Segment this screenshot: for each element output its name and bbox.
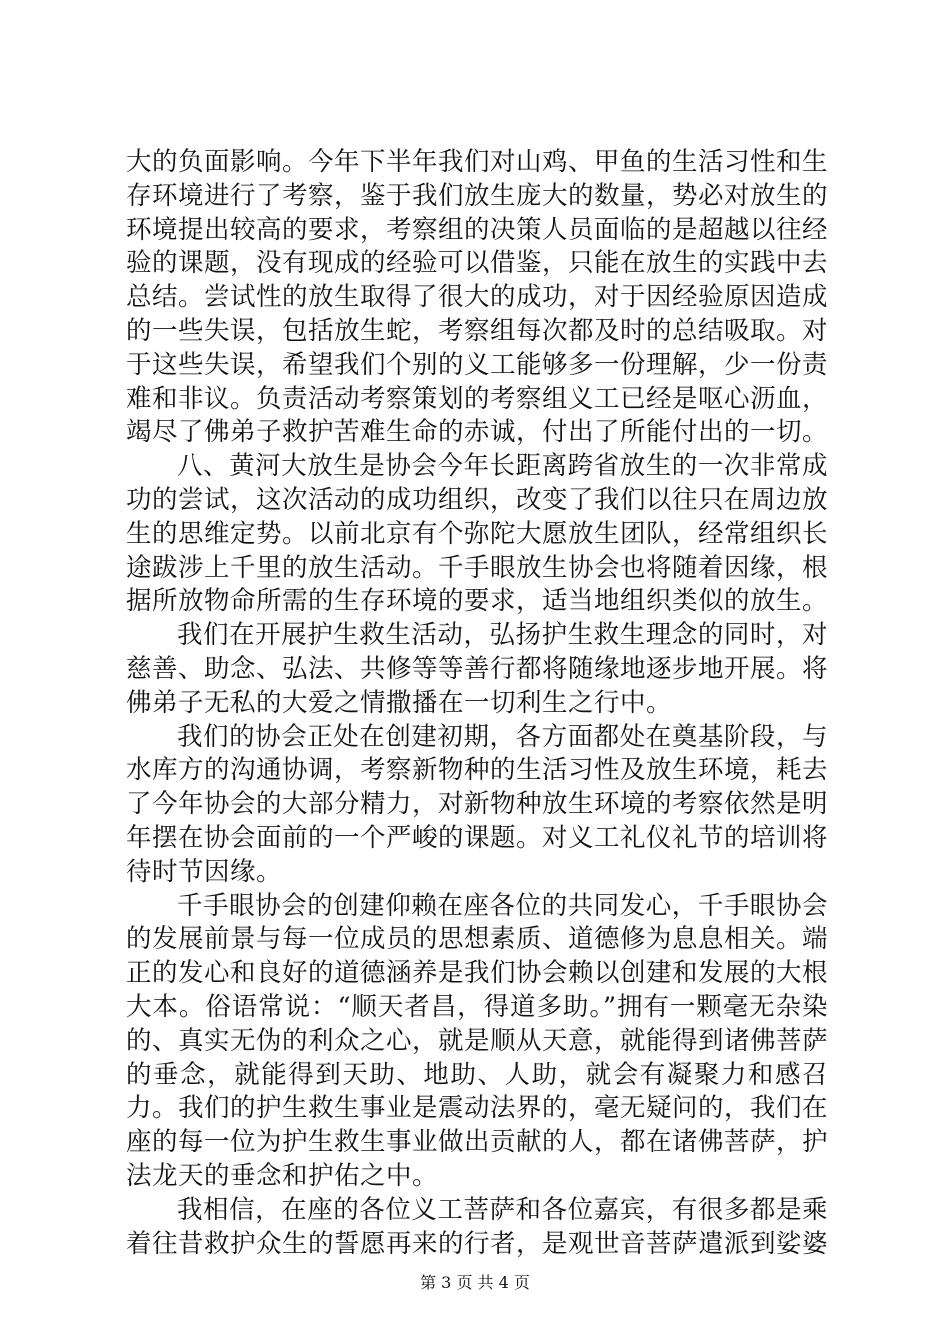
paragraph-association-founding: 我们的协会正处在创建初期，各方面都处在奠基阶段，与水库方的沟通协调，考察新物种的生活习性及放生环境，耗去了今年协会的大部分精力，对新物种放生环境的考察依然是明年摆在协会面前的一个严峻的课题。对义工礼仪礼节的培训将待时节因缘。	[126, 721, 829, 887]
paragraph-charity-activities: 我们在开展护生救生活动，弘扬护生救生理念的同时，对慈善、助念、弘法、共修等等善行都将随缘地逐步地开展。将佛弟子无私的大爱之情撒播在一切利生之行中。	[126, 620, 829, 718]
paragraph-volunteers: 我相信，在座的各位义工菩萨和各位嘉宾，有很多都是乘着往昔救护众生的誓愿再来的行者，是观世音菩萨遣派到娑婆	[126, 1194, 829, 1259]
paragraph-continued: 大的负面影响。今年下半年我们对山鸡、甲鱼的生活习性和生存环境进行了考察，鉴于我们放生庞大的数量，势必对放生的环境提出较高的要求，考察组的决策人员面临的是超越以往经验的课题，没有现成的经验可以借鉴，只能在放生的实践中去总结。尝试性的放生取得了很大的成功，对于因经验原因造成的一些失误，包括放生蛇，考察组每次都及时的总结吸取。对于这些失误，希望我们个别的义工能够多一份理解，少一份责难和非议。负责活动考察策划的考察组义工已经是呕心沥血，竭尽了佛弟子救护苦难生命的赤诚，付出了所能付出的一切。	[126, 147, 829, 448]
page-number-footer: 第 3 页 共 4 页	[420, 1273, 530, 1292]
paragraph-aspiration: 千手眼协会的创建仰赖在座各位的共同发心，千手眼协会的发展前景与每一位成员的思想素质、道德修为息息相关。端正的发心和良好的道德涵养是我们协会赖以创建和发展的大根大本。俗语常说：“顺天者昌，得道多助。”拥有一颗毫无杂染的、真实无伪的利众之心，就是顺从天意，就能得到诸佛菩萨的垂念，就能得到天助、地助、人助，就会有凝聚力和感召力。我们的护生救生事业是震动法界的，毫无疑问的，我们在座的每一位为护生救生事业做出贡献的人，都在诸佛菩萨，护法龙天的垂念和护佑之中。	[126, 890, 829, 1191]
body-text	[126, 146, 828, 1261]
paragraph-yellow-river-release: 八、黄河大放生是协会今年长距离跨省放生的一次非常成功的尝试，这次活动的成功组织，改变了我们以往只在周边放生的思维定势。以前北京有个弥陀大愿放生团队，经常组织长途跋涉上千里的放生活动。千手眼放生协会也将随着因缘，根据所放物命所需的生存环境的要求，适当地组织类似的放生。	[126, 451, 829, 617]
